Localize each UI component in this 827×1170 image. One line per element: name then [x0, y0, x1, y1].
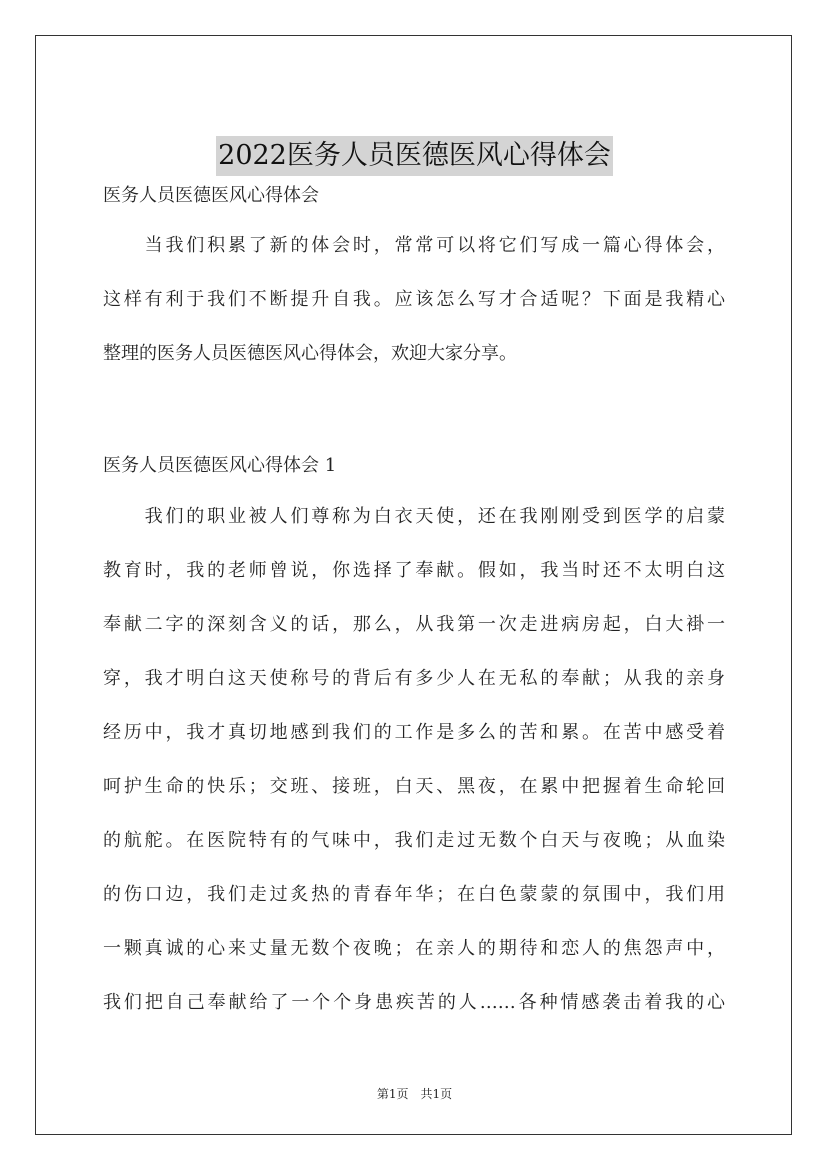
title-container	[36, 136, 793, 176]
body-line: 教育时，我的老师曾说，你选择了奉献。假如，我当时还不太明白这	[103, 560, 725, 581]
body-line: 呵护生命的快乐；交班、接班，白天、黑夜，在累中把握着生命轮回	[103, 776, 725, 797]
body-line: 的伤口边，我们走过炙热的青春年华；在白色蒙蒙的氛围中，我们用	[103, 884, 725, 905]
body-line: 穿，我才明白这天使称号的背后有多少人在无私的奉献；从我的亲身	[103, 668, 725, 689]
intro-line: 当我们积累了新的体会时，常常可以将它们写成一篇心得体会，	[103, 235, 725, 256]
document-page	[35, 35, 792, 1135]
intro-line: 整理的医务人员医德医风心得体会，欢迎大家分享。	[103, 343, 517, 364]
body-paragraph	[103, 504, 725, 1016]
body-line: 我们把自己奉献给了一个个身患疾苦的人……各种情感袭击着我的心	[103, 992, 725, 1013]
body-line: 一颗真诚的心来丈量无数个夜晚；在亲人的期待和恋人的焦怨声中，	[103, 938, 725, 959]
intro-line: 这样有利于我们不断提升自我。应该怎么写才合适呢？下面是我精心	[103, 289, 725, 310]
document-title: 2022医务人员医德医风心得体会	[216, 136, 613, 176]
body-line: 的航舵。在医院特有的气味中，我们走过无数个白天与夜晚；从血染	[103, 830, 725, 851]
section-heading: 医务人员医德医风心得体会 1	[103, 455, 337, 476]
body-line: 我们的职业被人们尊称为白衣天使，还在我刚刚受到医学的启蒙	[103, 506, 725, 527]
body-line: 奉献二字的深刻含义的话，那么，从我第一次走进病房起，白大褂一	[103, 614, 725, 635]
subheading: 医务人员医德医风心得体会	[103, 185, 319, 206]
intro-paragraph	[103, 233, 725, 367]
page-footer: 第1页 共1页	[376, 1087, 453, 1101]
body-line: 经历中，我才真切地感到我们的工作是多么的苦和累。在苦中感受着	[103, 722, 725, 743]
